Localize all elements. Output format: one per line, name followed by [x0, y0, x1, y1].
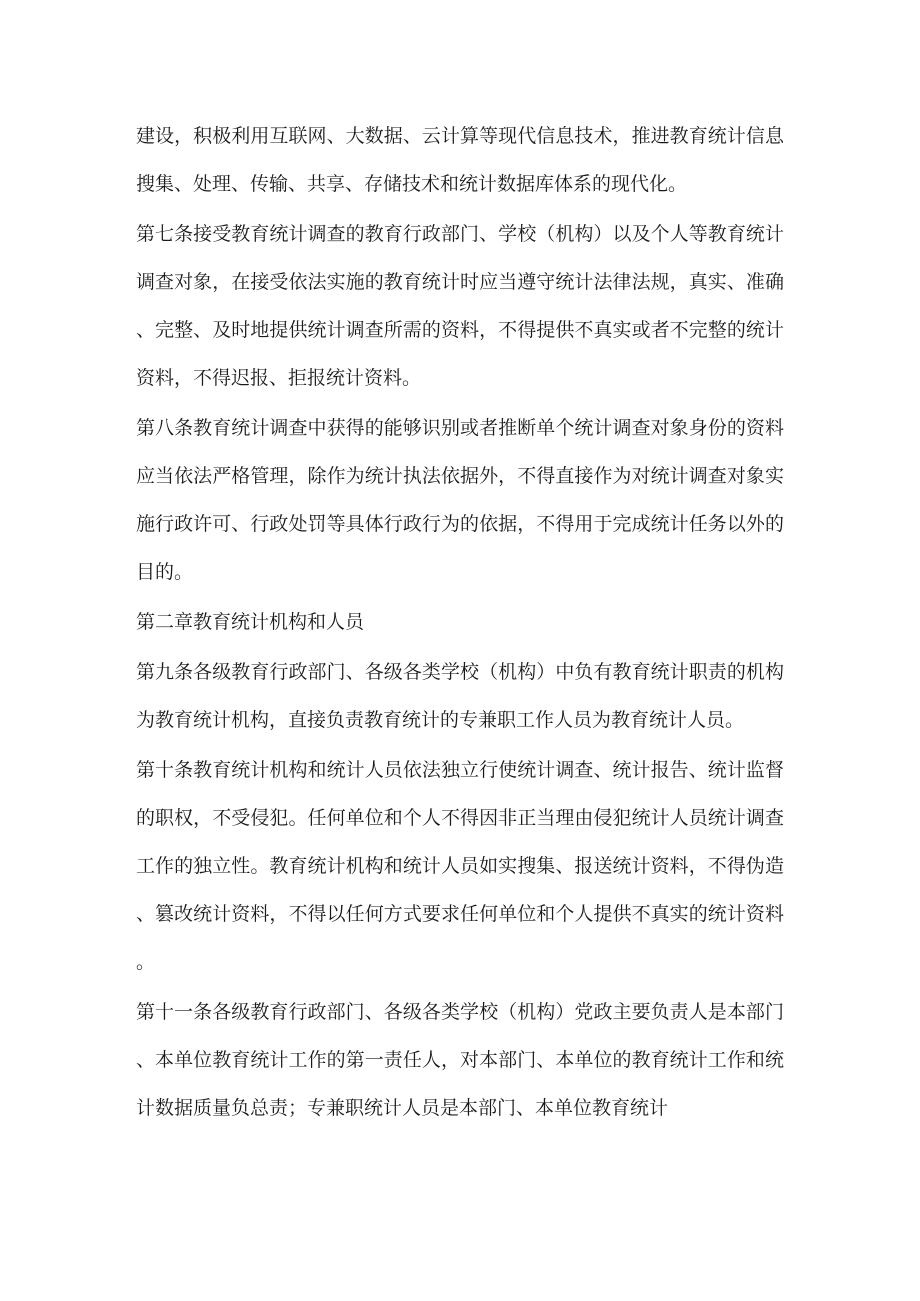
article-10-paragraph: 第十条教育统计机构和统计人员依法独立行使统计调查、统计报告、统计监督的职权，不受侵犯。任何单位和个人不得因非正当理由侵犯统计人员统计调查工作的独立性。教育统计机构和统计人员如实搜集、报送统计资料，不得伪造、篡改统计资料，不得以任何方式要求任何单位和个人提供不真实的统计资料。: [136, 759, 784, 973]
document-body: [136, 112, 784, 1132]
paragraph-continuation: 建设，积极利用互联网、大数据、云计算等现代信息技术，推进教育统计信息搜集、处理、传输、共享、存储技术和统计数据库体系的现代化。: [136, 125, 784, 195]
chapter-2-heading: 第二章教育统计机构和人员: [136, 611, 365, 633]
article-7-paragraph: 第七条接受教育统计调查的教育行政部门、学校（机构）以及个人等教育统计调查对象，在接受依法实施的教育统计时应当遵守统计法律法规，真实、准确、完整、及时地提供统计调查所需的资料，不得提供不真实或者不完整的统计资料，不得迟报、拒报统计资料。: [136, 223, 784, 389]
article-8-paragraph: 第八条教育统计调查中获得的能够识别或者推断单个统计调查对象身份的资料应当依法严格管理，除作为统计执法依据外，不得直接作为对统计调查对象实施行政许可、行政处罚等具体行政行为的依据，不得用于完成统计任务以外的目的。: [136, 417, 784, 583]
article-9-paragraph: 第九条各级教育行政部门、各级各类学校（机构）中负有教育统计职责的机构为教育统计机构，直接负责教育统计的专兼职工作人员为教育统计人员。: [136, 661, 784, 731]
article-11-paragraph: 第十一条各级教育行政部门、各级各类学校（机构）党政主要负责人是本部门、本单位教育统计工作的第一责任人，对本部门、本单位的教育统计工作和统计数据质量负总责；专兼职统计人员是本部门、本单位教育统计: [136, 1001, 784, 1119]
